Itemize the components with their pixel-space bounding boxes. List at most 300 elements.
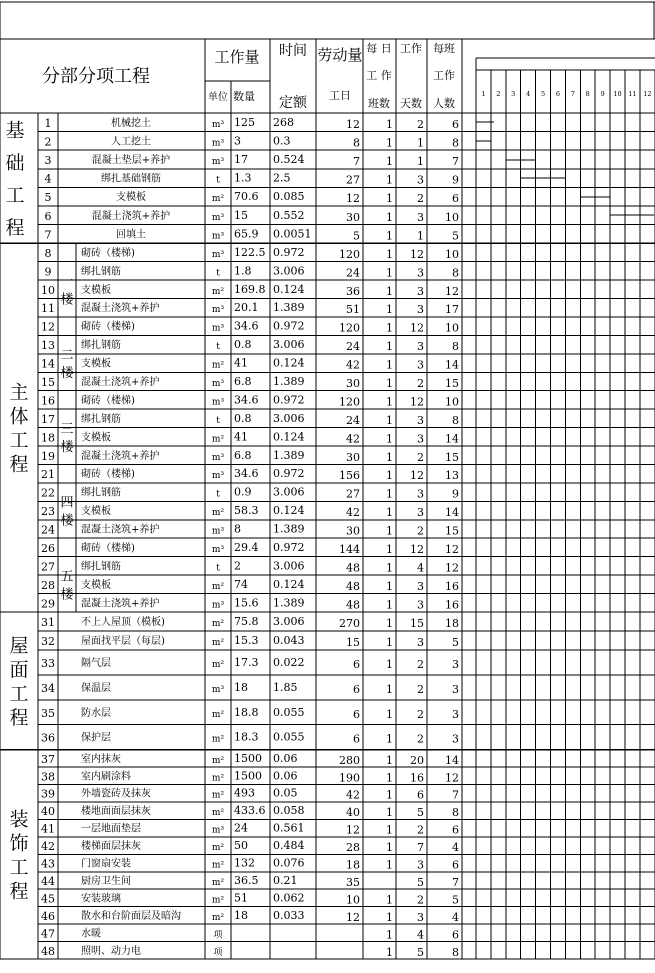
days-cell: 3 [417,579,424,593]
unit-cell: m² [211,286,225,297]
group-char: 装 [9,808,29,831]
days-header-top: 工作 [400,42,422,55]
qty-cell: 20.1 [234,301,259,315]
unit-cell: m² [211,659,225,670]
task-name: 隔气层 [81,657,111,669]
labor-cell: 15 [346,636,360,649]
unit-cell: m³ [211,212,225,223]
labor-cell: 24 [346,413,360,427]
unit-cell: m² [211,581,225,592]
time-header-bottom: 定额 [279,95,307,111]
days-cell: 5 [417,806,424,820]
crew-cell: 16 [445,598,459,612]
task-name: 不上人屋顶（模板) [81,617,165,628]
quota-cell: 268 [273,115,294,129]
crew-cell: 16 [445,579,459,593]
quota-cell: 0.043 [273,634,305,647]
floor-char: 楼 [60,587,74,603]
unit-cell: m³ [211,138,225,149]
unit-cell: m² [211,434,225,445]
labor-cell: 6 [353,707,360,721]
group-char: 础 [5,151,25,174]
shifts-cell: 1 [386,732,393,746]
task-name: 支模板 [81,579,111,591]
days-cell: 7 [417,841,424,855]
task-name: 支模板 [81,432,111,444]
task-name: 支模板 [81,284,111,296]
labor-cell: 28 [346,841,360,855]
qty-cell: 74 [234,577,248,591]
task-name: 绑扎钢筋 [81,487,121,499]
shifts-cell: 1 [386,561,393,575]
crew-cell: 8 [452,340,459,354]
crew-cell: 4 [452,910,459,924]
quota-cell: 0.972 [273,467,305,481]
group-char: 基 [5,119,25,142]
row-number: 22 [41,486,55,500]
row-number: 19 [41,449,55,463]
shifts-header-mid: 工 作 [366,69,392,82]
time-header-top: 时间 [279,43,307,59]
group-char: 工 [9,682,29,705]
labor-cell: 6 [353,682,360,696]
days-cell: 20 [410,753,424,767]
days-cell: 3 [417,598,424,612]
quota-cell: 3.006 [273,559,305,573]
labor-cell: 120 [339,321,360,335]
task-name: 照明、动力电 [81,945,141,957]
unit-cell: m² [211,508,225,519]
crew-cell: 15 [445,377,459,390]
task-name: 防水层 [81,707,111,719]
shifts-cell: 1 [386,210,393,224]
qty-cell: 122.5 [234,245,266,259]
floor-char: 楼 [60,513,74,529]
unit-cell: m² [211,773,225,784]
row-number: 28 [41,578,55,592]
crew-cell: 7 [452,875,459,889]
row-number: 17 [41,412,55,426]
labor-cell: 40 [346,806,360,820]
labor-cell: 270 [339,617,360,630]
gantt-day-7: 7 [570,90,575,98]
quota-cell: 0.085 [273,190,305,204]
gantt-day-8: 8 [585,90,590,98]
labor-cell: 30 [346,450,360,464]
row-number: 36 [41,731,55,745]
labor-cell: 27 [346,173,360,187]
floor-char: 五 [60,569,74,585]
labor-cell: 18 [346,858,360,872]
labor-cell: 30 [346,524,360,538]
unit-cell: m³ [211,684,225,695]
gantt-day-10: 10 [613,90,622,98]
days-cell: 2 [417,732,424,746]
labor-cell: 24 [346,266,360,280]
row-number: 27 [41,560,55,574]
qty-cell: 15 [234,208,248,222]
qty-cell: 0.8 [234,338,252,352]
row-number: 3 [44,154,52,167]
row-number: 40 [41,805,55,819]
qty-cell: 6.8 [234,375,252,388]
unit-cell: m³ [211,397,225,408]
labor-cell: 36 [346,284,360,298]
qty-cell: 18 [234,908,248,922]
unit-cell: m² [211,843,225,854]
gantt-day-12: 12 [643,90,652,98]
labor-cell: 120 [339,247,360,261]
row-number: 8 [44,246,52,260]
row-number: 5 [44,191,52,205]
quota-cell: 3.006 [273,338,305,352]
crew-cell: 13 [445,469,459,483]
unit-cell: m² [211,895,225,906]
unit-cell: t [216,342,220,353]
labor-cell: 42 [346,788,360,802]
task-name: 混凝土垫层+养护 [91,155,171,166]
quota-cell: 0.06 [273,751,298,765]
task-name: 砌砖（楼梯) [81,247,135,259]
gantt-day-3: 3 [511,90,516,98]
crew-cell: 10 [445,395,459,409]
quota-cell: 0.058 [273,804,305,818]
days-cell: 3 [417,413,424,427]
shifts-cell: 1 [386,788,393,802]
shifts-cell: 1 [386,682,393,696]
crew-cell: 10 [445,210,459,224]
quota-cell: 0.21 [273,873,298,887]
days-cell: 3 [417,858,424,872]
task-name: 门窗扇安装 [81,858,131,870]
qty-cell: 1500 [234,769,262,783]
group-char: 主 [9,381,29,404]
shifts-cell: 1 [386,542,393,556]
labor-cell: 35 [346,875,360,889]
unit-cell: 项 [213,930,223,941]
crew-cell: 6 [452,823,459,837]
days-cell: 3 [417,506,424,520]
gantt-day-11: 11 [628,90,637,98]
task-name: 水暖 [81,928,101,940]
quota-cell: 0.062 [273,891,305,905]
qty-cell: 15.6 [234,596,259,610]
quota-cell: 0.972 [273,393,305,407]
task-name: 混凝土浇筑+养护 [91,210,171,222]
labor-cell: 12 [346,117,360,131]
task-name: 楼梯面层抹灰 [81,841,141,853]
group-char: 面 [9,658,29,681]
quota-cell: 0.022 [273,655,305,669]
shifts-cell: 1 [386,506,393,520]
labor-cell: 30 [346,210,360,224]
quota-cell: 0.033 [273,908,305,922]
crew-cell: 9 [452,173,459,187]
qty-cell: 1.3 [234,171,252,185]
quota-cell: 0.484 [273,839,305,853]
quota-cell: 0.972 [273,245,305,259]
labor-cell: 30 [346,377,360,390]
qty-cell: 24 [234,821,248,835]
quota-cell: 0.972 [273,540,305,554]
task-name: 混凝土浇筑+养护 [81,598,160,610]
task-name: 绑扎钢筋 [81,266,121,278]
row-number: 31 [41,616,55,629]
days-cell: 3 [417,910,424,924]
quota-cell: 0.124 [273,430,305,444]
shifts-cell: 1 [386,117,393,131]
workload-header: 工作量 [214,48,260,66]
unit-cell: m³ [211,157,225,167]
unit-cell: m³ [211,119,225,130]
unit-cell: m² [211,860,225,871]
qty-cell: 34.6 [234,393,259,407]
shifts-cell: 1 [386,155,393,168]
row-number: 9 [44,265,52,279]
labor-cell: 156 [339,469,360,483]
unit-cell: m² [211,755,225,766]
qty-cell: 15.3 [234,634,259,647]
days-cell: 6 [417,788,424,802]
unit-cell: m² [211,619,225,629]
task-name: 砌砖（楼梯) [81,542,135,554]
shifts-cell: 1 [386,598,393,612]
labor-cell: 8 [353,136,360,150]
quota-cell: 1.389 [273,448,305,462]
unit-cell: m³ [211,544,225,555]
days-cell: 3 [417,636,424,649]
days-cell: 12 [410,395,424,409]
labor-header-top: 劳动量 [317,46,363,64]
crew-cell: 12 [445,561,459,575]
crew-cell: 6 [452,192,459,206]
labor-cell: 6 [353,657,360,671]
unit-cell: m³ [211,249,225,260]
qty-cell: 36.5 [234,873,259,887]
crew-cell: 3 [452,707,459,721]
group-char: 工 [9,856,29,879]
gantt-day-9: 9 [600,90,605,98]
qty-cell: 41 [234,356,248,370]
qty-cell: 493 [234,786,255,800]
unit-cell: m² [211,709,225,720]
unit-cell: m² [211,360,225,371]
labor-header-bottom: 工日 [329,89,351,102]
quota-cell: 0.06 [273,769,298,783]
task-name: 安装玻璃 [81,893,121,905]
qty-cell: 0.9 [234,485,252,499]
shifts-cell: 1 [386,469,393,483]
task-name: 散水和台阶面层及暗沟 [81,910,181,922]
days-cell: 12 [410,321,424,335]
shifts-cell: 1 [386,136,393,150]
task-name: 回填土 [116,229,146,241]
shifts-cell: 1 [386,340,393,354]
shifts-cell: 1 [386,192,393,206]
crew-cell: 8 [452,266,459,280]
labor-cell: 42 [346,506,360,520]
labor-cell: 42 [346,358,360,372]
days-cell: 5 [417,875,424,889]
days-cell: 3 [417,358,424,372]
days-cell: 4 [417,561,424,575]
days-cell: 2 [417,117,424,131]
quota-cell: 1.389 [273,522,305,536]
days-cell: 2 [417,707,424,721]
qty-cell: 433.6 [234,804,266,818]
quota-cell: 2.5 [273,171,291,185]
crew-cell: 6 [452,928,459,942]
floor-char: 楼 [60,439,74,455]
quota-cell: 0.524 [273,153,305,166]
group-char: 屋 [9,634,29,657]
quota-cell: 0.055 [273,730,305,744]
shifts-cell: 1 [386,247,393,261]
floor-char: 楼 [60,292,74,308]
crew-cell: 3 [452,657,459,671]
row-number: 47 [41,927,55,941]
quota-cell: 0.05 [273,786,298,800]
floor-char: 四 [60,495,74,511]
row-number: 26 [41,541,55,555]
row-number: 32 [41,635,55,648]
task-name: 绑扎钢筋 [81,561,121,573]
gantt-day-6: 6 [555,90,561,98]
shifts-cell: 1 [386,858,393,872]
days-cell: 3 [417,340,424,354]
shifts-cell: 1 [386,450,393,464]
qty-cell: 18.3 [234,730,259,744]
shifts-cell: 1 [386,284,393,298]
row-number: 21 [41,468,55,482]
crew-cell: 5 [452,229,459,243]
quota-cell: 0.0051 [273,227,312,241]
shifts-cell: 1 [386,823,393,837]
quota-cell: 0.124 [273,356,305,370]
task-name: 绑扎钢筋 [81,413,121,425]
row-number: 7 [44,228,52,242]
task-name: 支模板 [81,506,111,518]
row-number: 18 [41,431,55,445]
shifts-header-bottom: 班数 [368,97,390,110]
quota-cell: 1.389 [273,301,305,315]
unit-cell: m² [211,808,225,819]
crew-cell: 8 [452,136,459,150]
task-name: 保护层 [81,732,111,744]
days-cell: 15 [410,617,424,630]
qty-cell: 17.3 [234,655,259,669]
quota-cell: 0.552 [273,208,305,222]
labor-cell: 6 [353,732,360,746]
quota-cell: 1.389 [273,375,305,388]
shifts-cell: 1 [386,487,393,501]
crew-header-mid: 工作 [433,69,455,82]
labor-cell: 5 [353,229,360,243]
unit-cell: m³ [211,452,225,463]
shifts-cell: 1 [386,432,393,446]
labor-cell: 24 [346,340,360,354]
qty-cell: 34.6 [234,319,259,333]
floor-char: 一 [60,274,74,290]
unit-cell: m² [211,877,225,888]
labor-cell: 51 [346,303,360,317]
shifts-cell: 1 [386,303,393,317]
days-cell: 2 [417,823,424,837]
days-cell: 2 [417,657,424,671]
crew-cell: 8 [452,945,459,959]
qty-cell: 169.8 [234,282,266,296]
group-char: 饰 [9,832,29,855]
shifts-cell: 1 [386,806,393,820]
row-number: 4 [44,172,52,186]
group-char: 工 [9,429,29,452]
crew-cell: 8 [452,413,459,427]
shifts-cell: 1 [386,524,393,538]
task-name: 人工挖土 [111,136,151,148]
days-cell: 3 [417,432,424,446]
quota-cell: 0.076 [273,856,305,870]
crew-cell: 10 [445,321,459,335]
task-name: 砌砖（楼梯) [81,469,135,481]
unit-cell: m² [211,194,225,205]
quota-cell: 0.561 [273,821,305,835]
task-name: 绑扎基础钢筋 [101,173,161,185]
qty-cell: 75.8 [234,615,259,628]
qty-cell: 17 [234,153,248,166]
quota-cell: 0.124 [273,504,305,518]
crew-cell: 4 [452,841,459,855]
unit-cell: t [216,175,220,186]
task-name: 砌砖（楼梯) [81,395,135,407]
qty-cell: 1500 [234,751,262,765]
task-name: 机械挖土 [111,117,151,129]
quota-cell: 1.85 [273,680,298,694]
quota-cell: 0.124 [273,282,305,296]
labor-cell: 120 [339,395,360,409]
row-number: 34 [41,681,55,695]
unit-cell: m³ [211,825,225,836]
task-name: 混凝土浇筑+养护 [81,450,160,462]
qty-cell: 3 [234,134,241,148]
labor-cell: 27 [346,487,360,501]
task-name: 绑扎钢筋 [81,340,121,352]
shifts-cell: 1 [386,841,393,855]
unit-cell: m³ [211,323,225,334]
quota-cell: 0.055 [273,705,305,719]
gantt-day-2: 2 [496,90,501,98]
days-cell: 12 [410,542,424,556]
crew-cell: 12 [445,771,459,785]
task-name: 支模板 [116,192,146,204]
unit-cell: 项 [213,947,223,958]
shifts-cell: 1 [386,893,393,907]
days-cell: 1 [417,136,424,150]
qty-cell: 0.8 [234,411,252,425]
crew-cell: 5 [452,893,459,907]
row-number: 24 [41,523,55,537]
row-number: 14 [41,357,55,371]
row-number: 15 [41,376,55,389]
row-number: 33 [41,656,55,670]
quantity-header: 数量 [233,90,255,103]
labor-cell: 7 [353,155,360,168]
shifts-cell: 1 [386,395,393,409]
days-cell: 2 [417,450,424,464]
labor-cell: 144 [339,542,360,556]
crew-cell: 10 [445,247,459,261]
crew-cell: 8 [452,806,459,820]
labor-cell: 10 [346,893,360,907]
